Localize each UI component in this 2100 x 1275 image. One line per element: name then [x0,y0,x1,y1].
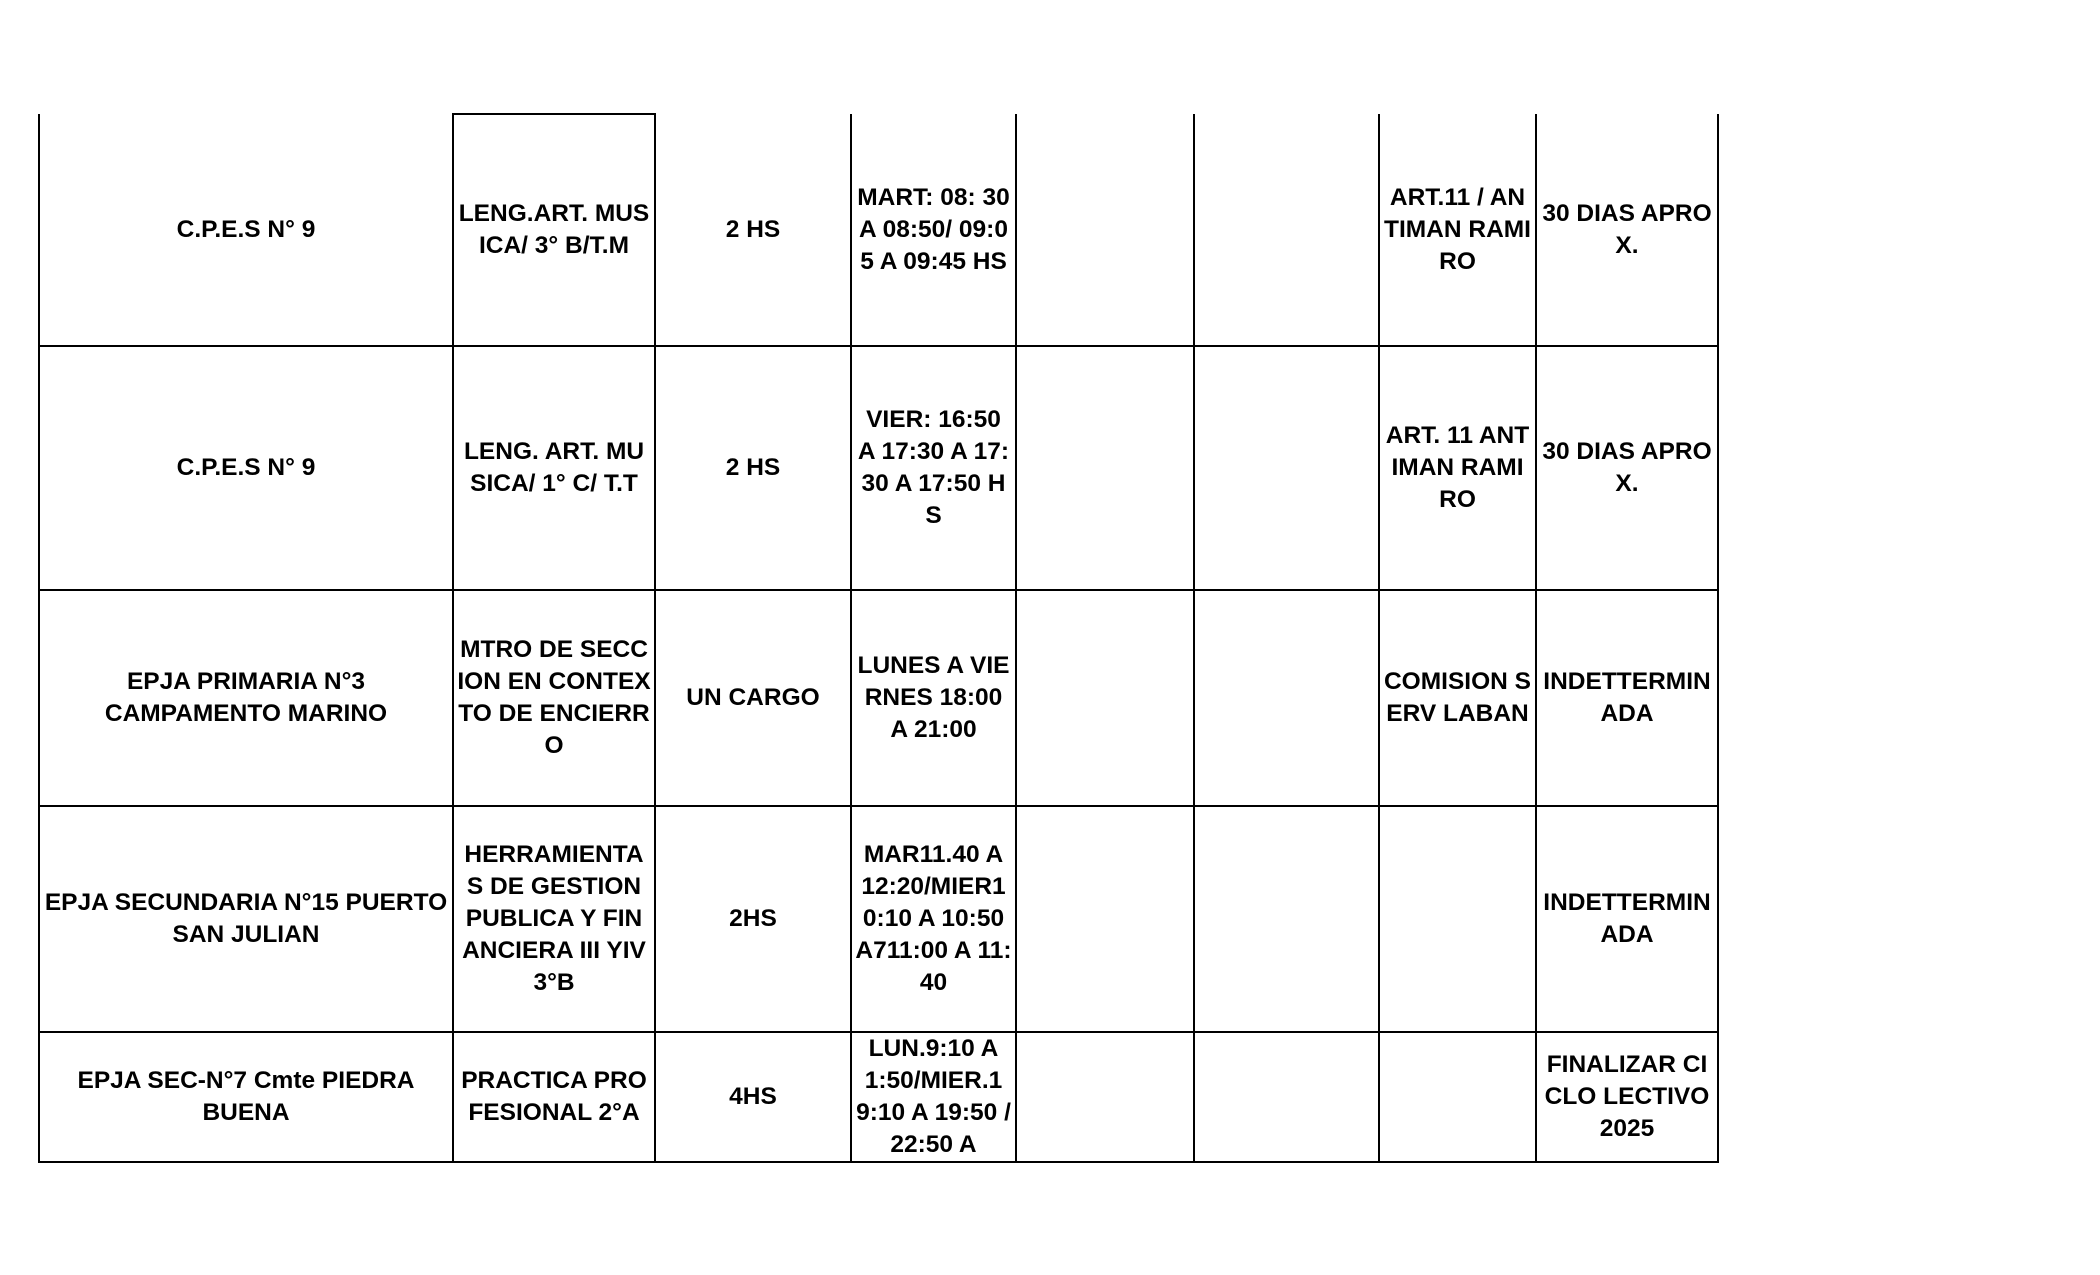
cell-reason-text: ART. 11 ANTIMAN RAMIRO [1385,422,1530,513]
cell-schedule-text: VIER: 16:50 A 17:30 A 17:30 A 17:50 HS [857,406,1010,529]
cell-duration [1536,590,1718,806]
cell-hours-text: 2 HS [725,215,781,243]
cell-hours [655,590,851,806]
cell-duration [1536,114,1718,346]
cell-reason [1379,806,1536,1032]
cell-schedule [851,346,1016,590]
cell-subject-text: LENG. ART. MUSICA/ 1° C/ T.T [463,438,645,497]
cell-subject-text: MTRO DE SECCION EN CONTEXTO DE ENCIERRO [457,636,651,759]
cell-schedule-text: LUN.9:10 A 1:50/MIER.19:10 A 19:50 /22:50 A [856,1035,1011,1158]
table-row [39,1032,1718,1162]
cell-institution-text: EPJA SEC-N°7 Cmte PIEDRA BUENA [77,1067,415,1126]
cell-subject-text: LENG.ART. MUSICA/ 3° B/T.M [458,200,650,259]
cell-institution [39,346,453,590]
cell-empty [1194,346,1379,590]
cell-duration [1536,346,1718,590]
cell-empty [1194,1032,1379,1162]
cell-subject [453,1032,655,1162]
cell-reason [1379,114,1536,346]
cell-subject [453,114,655,346]
cell-hours-text: 4HS [729,1083,777,1110]
cell-duration-text: FINALIZAR CICLO LECTIVO 2025 [1544,1051,1710,1142]
table-row [39,590,1718,806]
cell-duration [1536,1032,1718,1162]
cell-subject-text: HERRAMIENTAS DE GESTION PUBLICA Y FINANCIERA III YIV 3°B [462,841,646,996]
table-body [39,114,1718,1162]
cell-schedule [851,114,1016,346]
cell-institution-text: C.P.E.S N° 9 [176,454,316,481]
cell-schedule [851,806,1016,1032]
cell-duration [1536,806,1718,1032]
cell-empty [1016,1032,1194,1162]
table-row [39,346,1718,590]
cell-subject [453,346,655,590]
cell-institution [39,806,453,1032]
cell-empty [1016,590,1194,806]
cell-hours-text: 2 HS [725,454,781,481]
cell-institution [39,590,453,806]
cell-subject-text: PRACTICA PROFESIONAL 2°A [461,1067,647,1126]
cell-reason-text: COMISION SERV LABAN [1383,668,1531,727]
cell-empty [1016,806,1194,1032]
cell-schedule [851,590,1016,806]
cell-hours [655,1032,851,1162]
cell-duration-text: INDETTERMINADA [1543,889,1711,948]
cell-reason [1379,1032,1536,1162]
cell-empty [1194,590,1379,806]
cell-hours [655,346,851,590]
cell-hours [655,114,851,346]
cell-institution [39,114,453,346]
cell-institution-text: EPJA PRIMARIA N°3 CAMPAMENTO MARINO [104,668,388,727]
cell-schedule-text: MAR11.40 A 12:20/MIER10:10 A 10:50 A711:00 A 11:40 [855,841,1012,996]
cell-hours [655,806,851,1032]
cell-subject [453,590,655,806]
cell-reason-text: ART.11 / ANTIMAN RAMIRO [1384,183,1531,275]
cell-empty [1194,114,1379,346]
cell-subject [453,806,655,1032]
cell-schedule [851,1032,1016,1162]
cell-schedule-text: LUNES A VIERNES 18:00 A 21:00 [857,652,1010,743]
table-row [39,114,1718,346]
cell-duration-text: INDETTERMINADA [1543,668,1711,727]
table-row [39,806,1718,1032]
vacancy-table [38,113,1719,1163]
cell-reason [1379,346,1536,590]
cell-institution-text: C.P.E.S N° 9 [176,215,316,243]
cell-duration-text: 30 DIAS APROX. [1542,438,1712,497]
cell-empty [1016,114,1194,346]
cell-schedule-text: MART: 08: 30 A 08:50/ 09:05 A 09:45 HS [857,183,1010,275]
cell-institution-text: EPJA SECUNDARIA N°15 PUERTO SAN JULIAN [44,889,448,948]
cell-hours-text: UN CARGO [686,684,820,711]
cell-duration-text: 30 DIAS APROX. [1542,199,1712,259]
cell-institution [39,1032,453,1162]
cell-reason [1379,590,1536,806]
cell-empty [1016,346,1194,590]
cell-empty [1194,806,1379,1032]
cell-hours-text: 2HS [729,905,777,932]
